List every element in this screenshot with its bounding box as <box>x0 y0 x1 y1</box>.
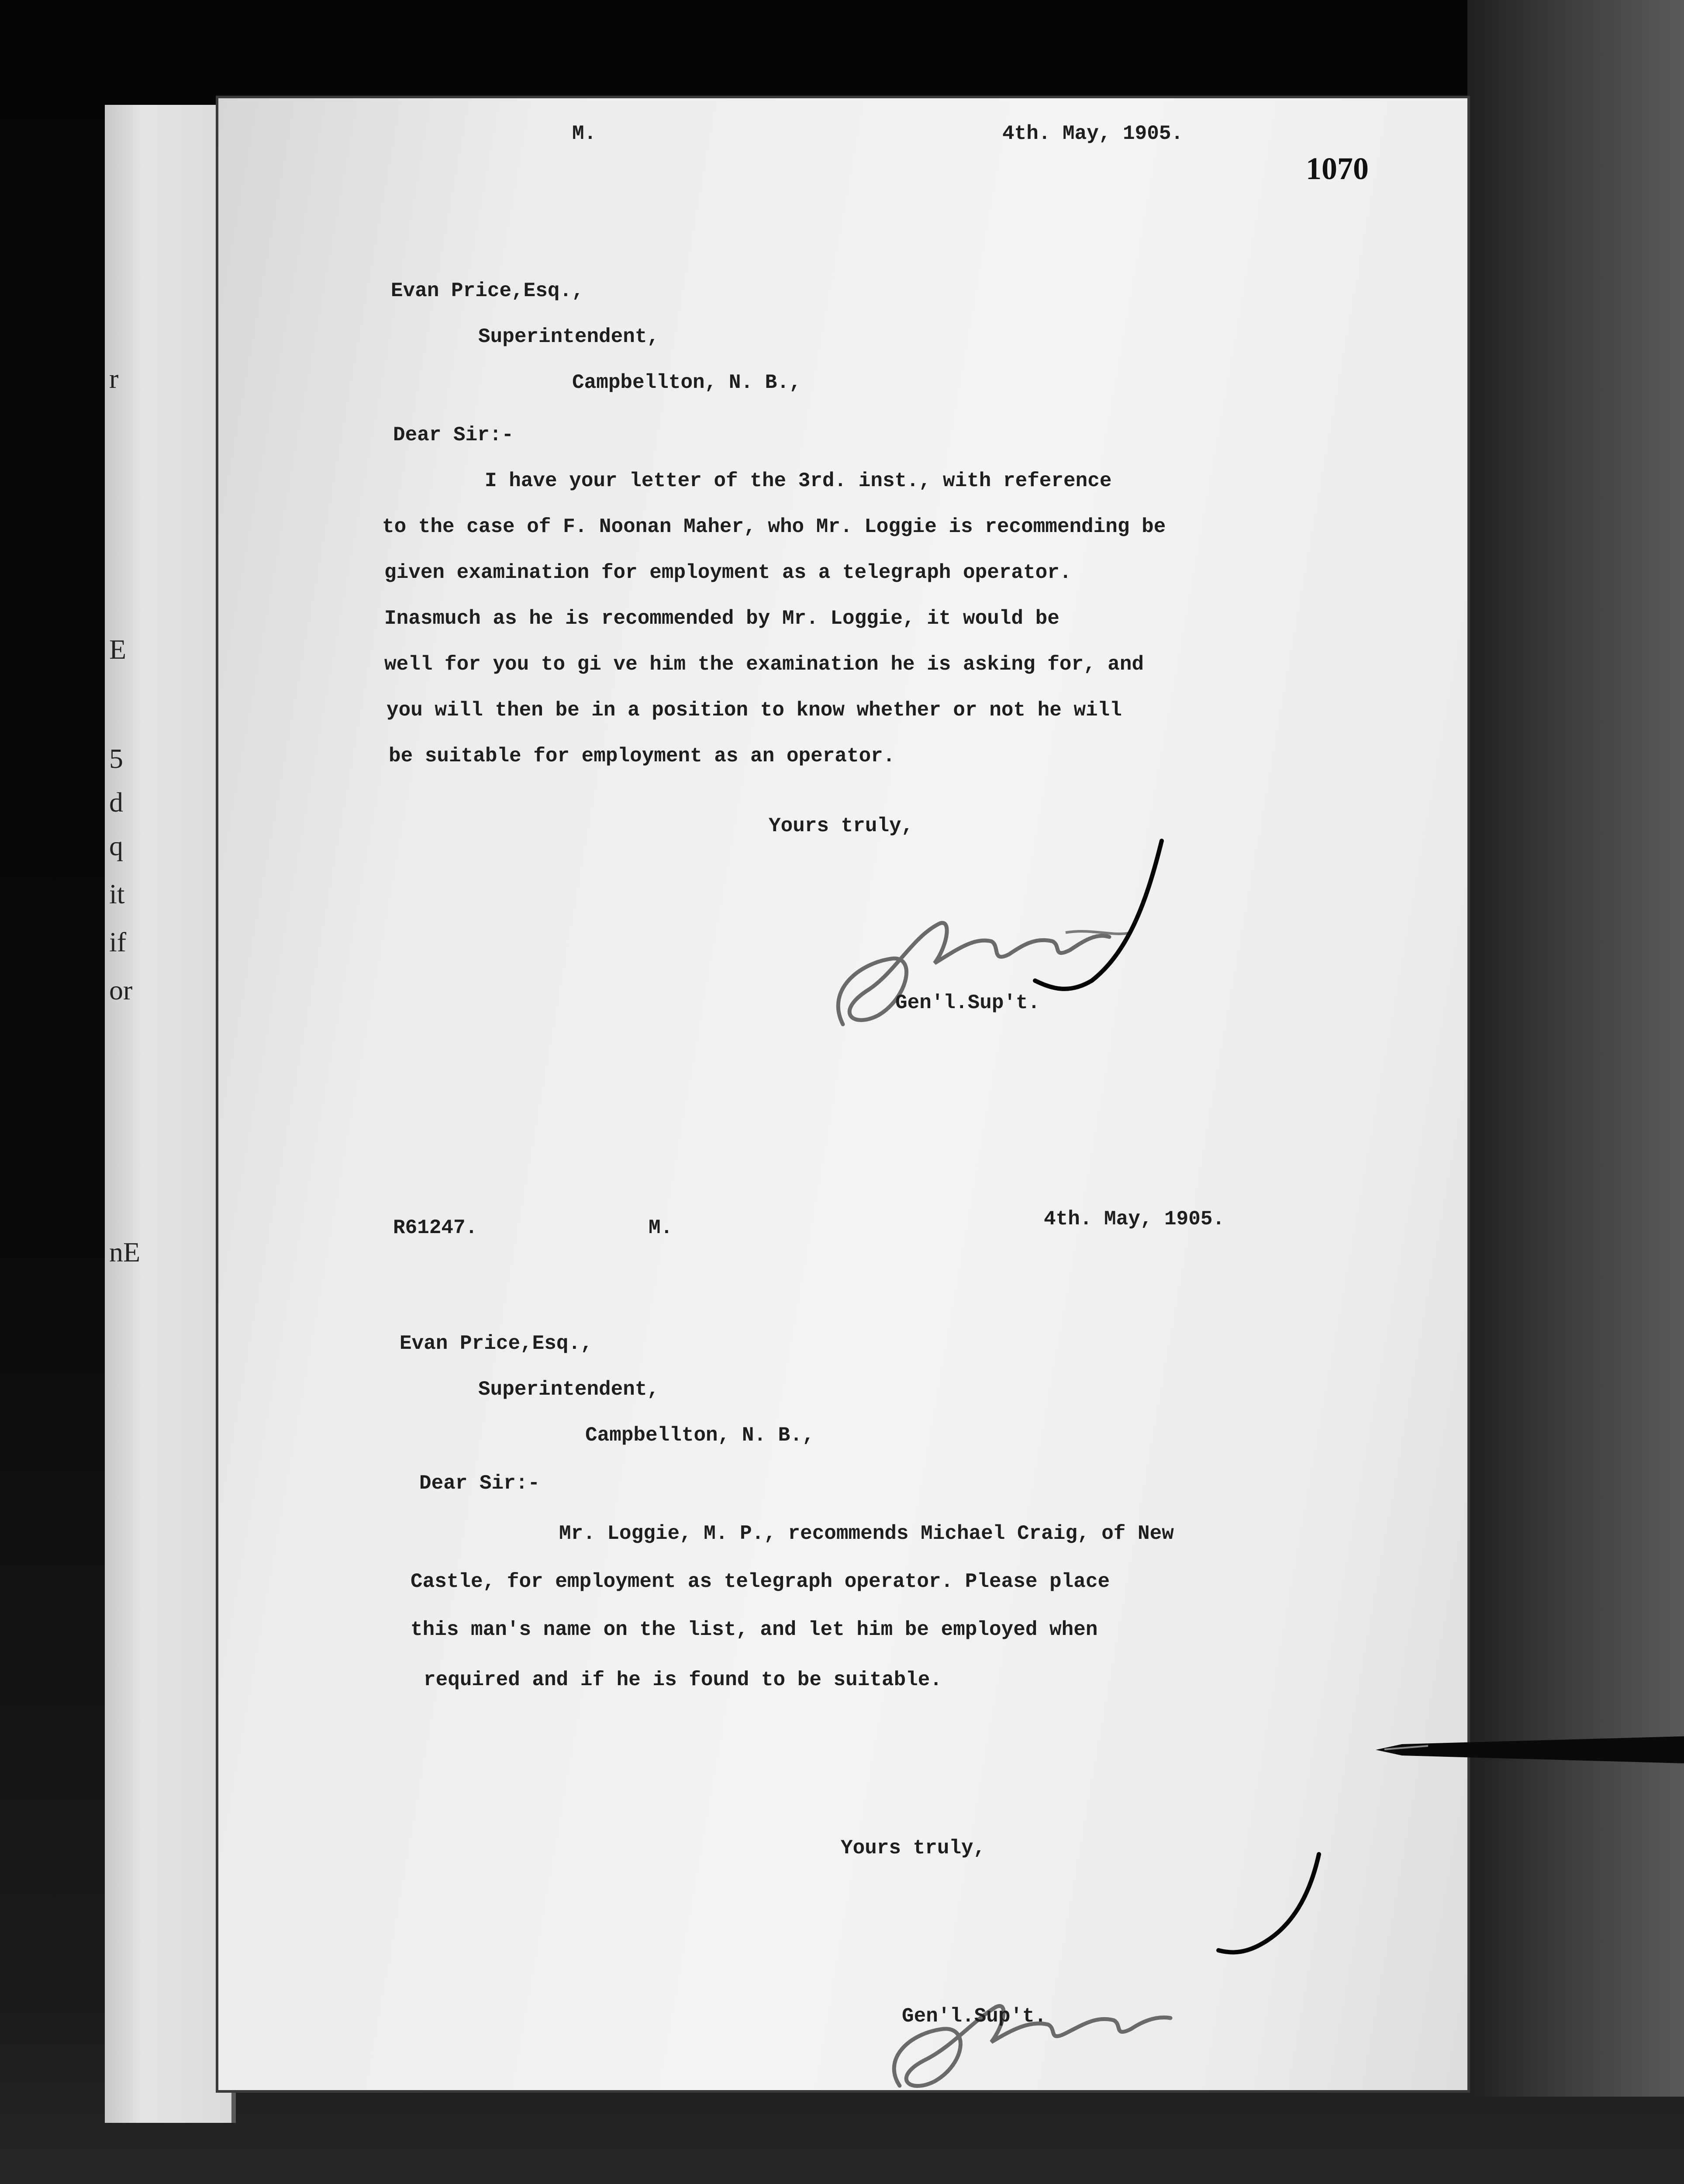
left-page-fragment: or <box>109 975 133 1006</box>
letter2-addressee-title: Superintendent, <box>478 1378 659 1401</box>
left-page-fragment: r <box>109 363 119 394</box>
facing-page-edge <box>1467 0 1684 2097</box>
letter2-salutation: Dear Sir:- <box>419 1472 540 1495</box>
letter2-body-line: Mr. Loggie, M. P., recommends Michael Craig, of New <box>559 1522 1174 1545</box>
letter1-salutation: Dear Sir:- <box>393 424 514 446</box>
left-page-fragment: if <box>109 926 127 957</box>
letter2-body-line: required and if he is found to be suitable. <box>424 1669 942 1691</box>
left-page-fragment: E <box>109 634 127 665</box>
letter2-date: 4th. May, 1905. <box>1044 1208 1225 1230</box>
letter2-body-line: Castle, for employment as telegraph operator. Please place <box>411 1570 1110 1593</box>
letter1-body-line: given examination for employment as a telegraph operator. <box>384 561 1072 584</box>
letter1-signature <box>808 806 1201 1068</box>
letter1-body-line: to the case of F. Noonan Maher, who Mr. Loggie is recommending be <box>382 515 1166 538</box>
letter1-signatory-title: Gen'l.Sup't. <box>895 992 1040 1014</box>
letter1-body-line: you will then be in a position to know whether or not he will <box>386 699 1122 722</box>
letter2-signatory-title: Gen'l.Sup't. <box>902 2005 1047 2028</box>
letter1-body-line: well for you to gi ve him the examination he is asking for, and <box>384 653 1144 676</box>
letter2-file-number: R61247. <box>393 1216 478 1239</box>
pen-pointer <box>1376 1736 1684 1763</box>
letter1-addressee: Evan Price,Esq., <box>391 280 584 302</box>
left-facing-page <box>105 105 236 2123</box>
page-number: 1070 <box>1306 151 1369 186</box>
letter2-addressee: Evan Price,Esq., <box>400 1332 593 1355</box>
letter1-place: Campbellton, N. B., <box>572 371 801 394</box>
left-page-fragment: 5 <box>109 743 123 774</box>
letter1-closing: Yours truly, <box>769 815 914 837</box>
letter2-place: Campbellton, N. B., <box>585 1424 814 1447</box>
letter2-body-line: this man's name on the list, and let him be employed when <box>411 1618 1098 1641</box>
letter1-ref: M. <box>572 122 597 145</box>
letter2-signature <box>856 1841 1380 2147</box>
letter1-date: 4th. May, 1905. <box>1002 122 1184 145</box>
left-page-fragment: d <box>109 787 123 818</box>
letter1-body-line: I have your letter of the 3rd. inst., with reference <box>485 470 1112 492</box>
letter2-closing: Yours truly, <box>841 1837 986 1859</box>
letter1-body-line: be suitable for employment as an operator. <box>389 745 895 767</box>
left-page-fragment: it <box>109 878 125 909</box>
letter1-addressee-title: Superintendent, <box>478 325 659 348</box>
left-page-fragment: nE <box>109 1237 141 1268</box>
letterbook-page <box>218 98 1467 2090</box>
letter1-body-line: Inasmuch as he is recommended by Mr. Loggie, it would be <box>384 607 1059 630</box>
letter2-ref: M. <box>649 1216 673 1239</box>
left-page-fragment: q <box>109 830 123 861</box>
